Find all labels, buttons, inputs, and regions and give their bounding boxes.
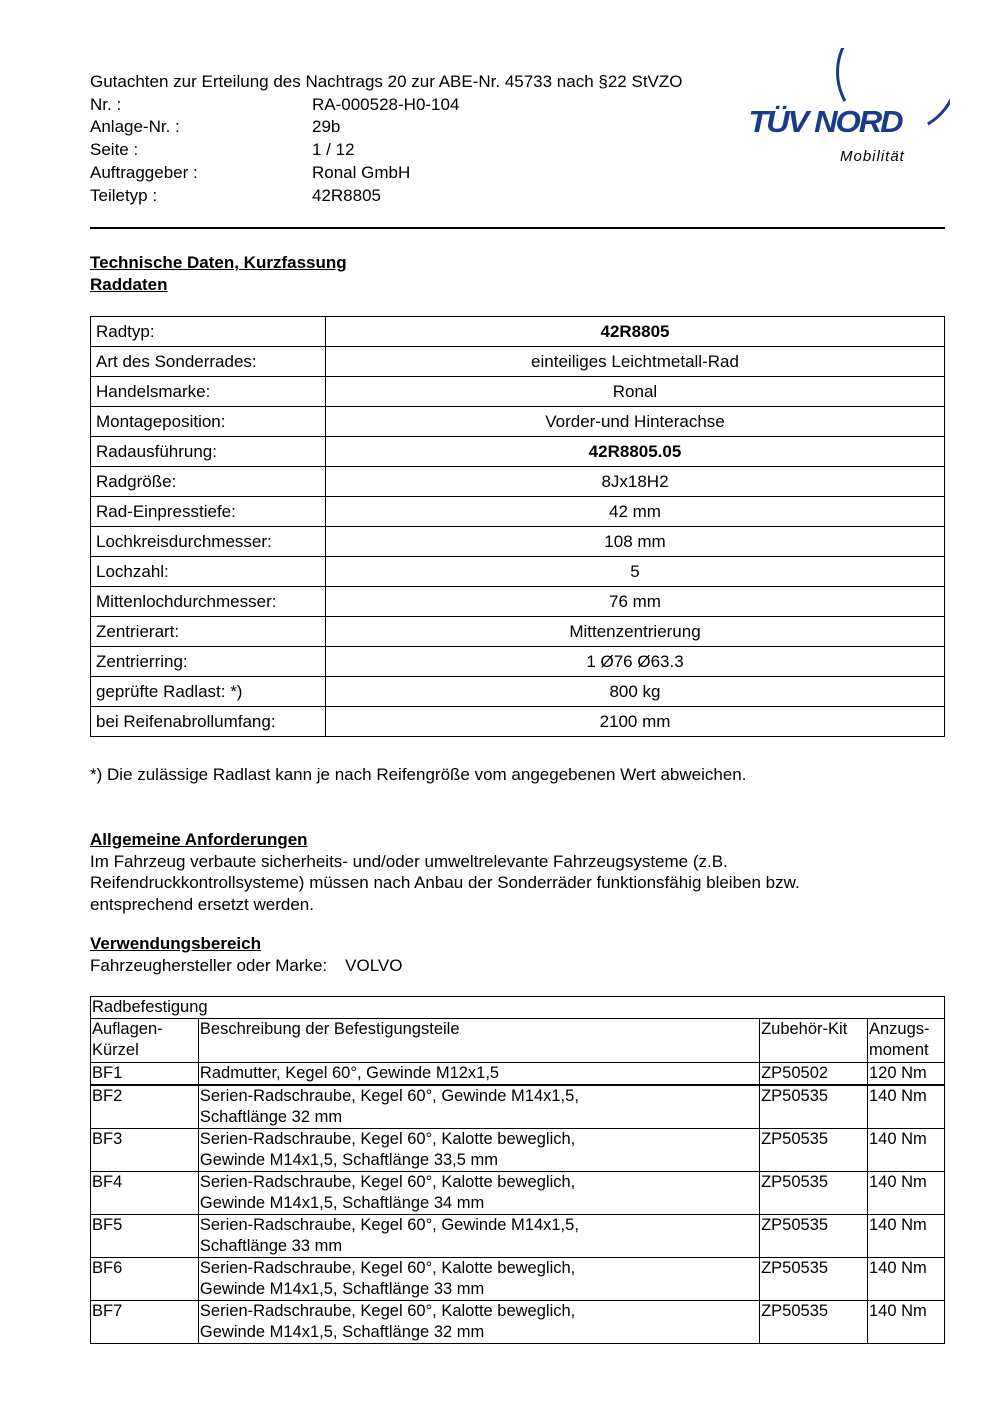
row-value: 42R8805 (326, 317, 945, 347)
wheel-data-table (90, 316, 945, 737)
table-cell: Serien-Radschraube, Kegel 60°, Gewinde M14x1,5, Schaftlänge 33 mm (198, 1215, 759, 1258)
table-row (91, 1085, 945, 1129)
table-row (91, 1129, 945, 1172)
header-field (90, 94, 683, 117)
table-row (91, 1215, 945, 1258)
table-row (91, 377, 945, 407)
field-label: Nr. : (90, 94, 122, 114)
field-value: RA-000528-H0-104 (312, 94, 460, 114)
table-cell: 140 Nm (868, 1172, 945, 1215)
row-label: Radgröße: (91, 467, 326, 497)
table-row (91, 587, 945, 617)
column-header: Anzugs-moment (868, 1019, 945, 1063)
table-cell: ZP50502 (760, 1063, 868, 1086)
field-label: Auftraggeber : (90, 162, 198, 182)
field-value: 1 / 12 (312, 140, 355, 160)
table-cell: BF4 (91, 1172, 199, 1215)
table-header-row (91, 1019, 945, 1063)
row-value: 42 mm (326, 497, 945, 527)
row-label: Montageposition: (91, 407, 326, 437)
table-row (91, 677, 945, 707)
header-divider (90, 227, 945, 229)
column-header: Auflagen-Kürzel (91, 1019, 199, 1063)
logo-brand: TÜV NORD (748, 104, 902, 139)
row-label: Radtyp: (91, 317, 326, 347)
table-cell: BF5 (91, 1215, 199, 1258)
row-label: Mittenlochdurchmesser: (91, 587, 326, 617)
table-cell: BF1 (91, 1063, 199, 1086)
table-row (91, 707, 945, 737)
row-value: 2100 mm (326, 707, 945, 737)
fastening-table (90, 996, 945, 1344)
column-header: Zubehör-Kit (760, 1019, 868, 1063)
section-title: Technische Daten, Kurzfassung (90, 253, 347, 272)
logo-subtitle: Mobilität (840, 148, 905, 165)
table-cell: 140 Nm (868, 1215, 945, 1258)
table-cell: 120 Nm (868, 1063, 945, 1086)
table-row (91, 557, 945, 587)
table-row (91, 647, 945, 677)
table-cell: ZP50535 (760, 1258, 868, 1301)
table-cell: 140 Nm (868, 1085, 945, 1129)
row-value: 76 mm (326, 587, 945, 617)
table-row (91, 347, 945, 377)
table-row (91, 317, 945, 347)
row-label: Zentrierart: (91, 617, 326, 647)
usage-value: VOLVO (345, 955, 403, 975)
table-cell: Radmutter, Kegel 60°, Gewinde M12x1,5 (198, 1063, 759, 1086)
tuv-nord-logo (750, 48, 950, 178)
row-label: Lochzahl: (91, 557, 326, 587)
column-header: Beschreibung der Befestigungsteile (198, 1019, 759, 1063)
table-cell: BF6 (91, 1258, 199, 1301)
row-label: Art des Sonderrades: (91, 347, 326, 377)
field-label: Anlage-Nr. : (90, 117, 180, 137)
row-value: einteiliges Leichtmetall-Rad (326, 347, 945, 377)
row-value: 5 (326, 557, 945, 587)
table-cell: ZP50535 (760, 1129, 868, 1172)
header-field (90, 185, 683, 208)
row-value: 8Jx18H2 (326, 467, 945, 497)
usage-label: Fahrzeughersteller oder Marke: (90, 955, 328, 975)
table-cell: ZP50535 (760, 1172, 868, 1215)
table-cell: 140 Nm (868, 1129, 945, 1172)
fastening-title: Radbefestigung (91, 997, 945, 1019)
row-value: 800 kg (326, 677, 945, 707)
table-cell: 140 Nm (868, 1258, 945, 1301)
row-label: Handelsmarke: (91, 377, 326, 407)
table-cell: ZP50535 (760, 1215, 868, 1258)
row-label: Lochkreisdurchmesser: (91, 527, 326, 557)
table-row (91, 1172, 945, 1215)
table-cell: Serien-Radschraube, Kegel 60°, Kalotte beweglich, Gewinde M14x1,5, Schaftlänge 33,5 mm (198, 1129, 759, 1172)
table-cell: ZP50535 (760, 1301, 868, 1344)
table-row (91, 527, 945, 557)
row-label: Zentrierring: (91, 647, 326, 677)
field-value: 29b (312, 117, 341, 137)
general-title: Allgemeine Anforderungen (90, 830, 308, 849)
header-field (90, 162, 683, 185)
table-cell: BF2 (91, 1085, 199, 1129)
row-label: bei Reifenabrollumfang: (91, 707, 326, 737)
table-cell: Serien-Radschraube, Kegel 60°, Kalotte beweglich, Gewinde M14x1,5, Schaftlänge 32 mm (198, 1301, 759, 1344)
row-value: 108 mm (326, 527, 945, 557)
document-title: Gutachten zur Erteilung des Nachtrags 20 zur ABE-Nr. 45733 nach §22 StVZO (90, 72, 683, 91)
table-row (91, 407, 945, 437)
table-row (91, 1063, 945, 1086)
field-label: Teiletyp : (90, 185, 158, 205)
row-label: Rad-Einpresstiefe: (91, 497, 326, 527)
row-value: 42R8805.05 (326, 437, 945, 467)
row-label: Radausführung: (91, 437, 326, 467)
row-label: geprüfte Radlast: *) (91, 677, 326, 707)
field-label: Seite : (90, 140, 139, 160)
document-header (90, 71, 683, 207)
field-value: 42R8805 (312, 185, 382, 205)
table-row (91, 617, 945, 647)
table-cell: Serien-Radschraube, Kegel 60°, Kalotte beweglich, Gewinde M14x1,5, Schaftlänge 33 mm (198, 1258, 759, 1301)
row-value: 1 Ø76 Ø63.3 (326, 647, 945, 677)
table-cell: Serien-Radschraube, Kegel 60°, Gewinde M14x1,5, Schaftlänge 32 mm (198, 1085, 759, 1129)
general-text: Im Fahrzeug verbaute sicherheits- und/oder umweltrelevante Fahrzeugsysteme (z.B. Reifendruckkontrollsysteme) müssen nach Anbau der Sonderräder funktionsfähig bleiben bzw. entsprechend ersetzt werden. (90, 851, 800, 914)
header-field (90, 139, 683, 162)
table-row (91, 1301, 945, 1344)
row-value: Mittenzentrierung (326, 617, 945, 647)
table-cell: ZP50535 (760, 1085, 868, 1129)
usage-title: Verwendungsbereich (90, 934, 261, 953)
footnote: *) Die zulässige Radlast kann je nach Reifengröße vom angegebenen Wert abweichen. (90, 765, 747, 784)
row-value: Ronal (326, 377, 945, 407)
header-field (90, 116, 683, 139)
section-subtitle: Raddaten (90, 275, 168, 294)
table-row (91, 1258, 945, 1301)
field-value: Ronal GmbH (312, 162, 411, 182)
table-row (91, 467, 945, 497)
table-cell: Serien-Radschraube, Kegel 60°, Kalotte beweglich, Gewinde M14x1,5, Schaftlänge 34 mm (198, 1172, 759, 1215)
table-row (91, 497, 945, 527)
table-cell: 140 Nm (868, 1301, 945, 1344)
table-cell: BF7 (91, 1301, 199, 1344)
table-cell: BF3 (91, 1129, 199, 1172)
table-row (91, 437, 945, 467)
row-value: Vorder-und Hinterachse (326, 407, 945, 437)
